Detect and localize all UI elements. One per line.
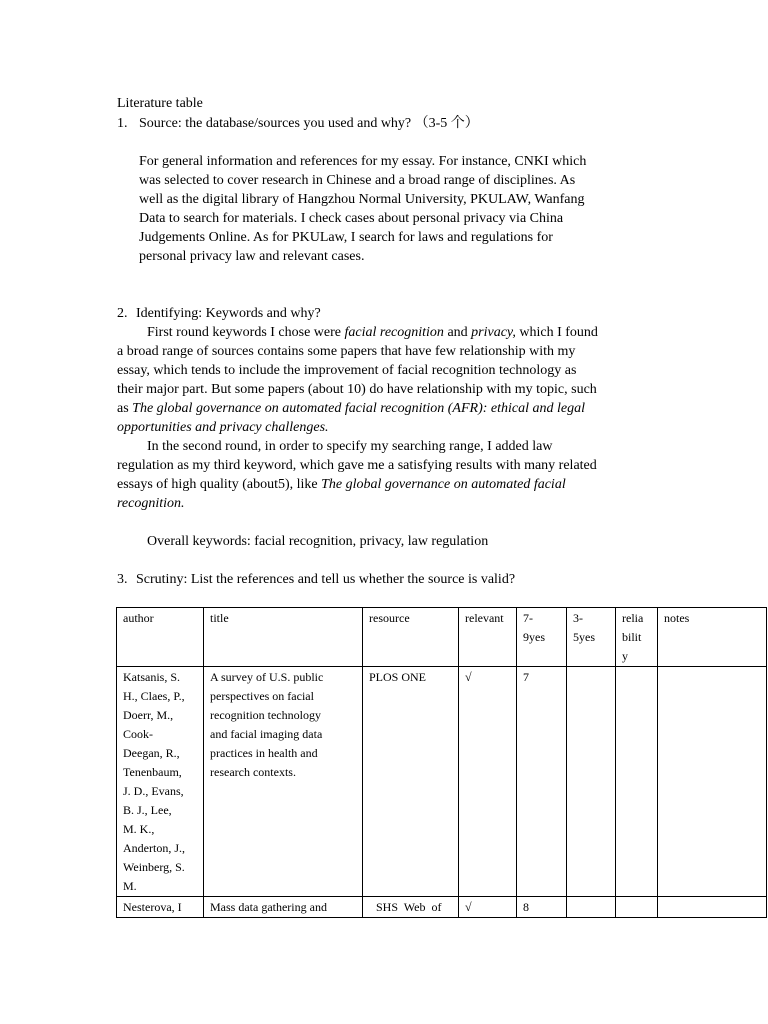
header-notes: notes (658, 608, 767, 667)
author-line: Deegan, R., (123, 746, 180, 760)
header-text: 9yes (523, 630, 545, 644)
cell-7-9yes: 7 (517, 667, 567, 897)
author-line: Katsanis, S. (123, 670, 180, 684)
title-line: and facial imaging data (210, 727, 323, 741)
cell-resource (363, 897, 459, 918)
text-run-italic: facial recognition (344, 325, 444, 340)
header-text: y (622, 649, 628, 663)
section-2-heading (117, 304, 321, 323)
text-run: essays of high quality (about5), like (117, 477, 322, 492)
header-relevant: relevant (459, 608, 517, 667)
author-line: Nesterova, I (123, 900, 182, 914)
paragraph-line (117, 399, 585, 418)
overall-keywords: Overall keywords: facial recognition, privacy, law regulation (147, 534, 489, 549)
author-line: M. (123, 879, 137, 893)
section-1-number: 1. (117, 116, 128, 131)
paragraph-line: In the second round, in order to specify my searching range, I added law (147, 439, 553, 454)
text-run-italic: privacy, (471, 325, 516, 340)
section-3-heading (117, 570, 515, 589)
author-line: Doerr, M., (123, 708, 174, 722)
text-run: and (443, 325, 472, 340)
paragraph-line: essay, which tends to include the improvement of facial recognition technology as (117, 363, 577, 378)
text-run-italic: The global governance on automated facial (321, 477, 566, 492)
resource-text: SHS Web of (376, 900, 442, 914)
title-line: perspectives on facial (210, 689, 314, 703)
header-author: author (117, 608, 204, 667)
title-line: A survey of U.S. public (210, 670, 324, 684)
table-header-row (117, 608, 767, 667)
section-3-number: 3. (117, 572, 128, 587)
author-line: Anderton, J., (123, 841, 185, 855)
author-line: Tenenbaum, (123, 765, 182, 779)
table-row (117, 667, 767, 897)
cell-author (117, 667, 204, 897)
cell-relevant: √ (459, 897, 517, 918)
header-text: bilit (622, 630, 642, 644)
text-run: First round keywords I chose were (147, 325, 345, 340)
paragraph-line: For general information and references for my essay. For instance, CNKI which (139, 154, 587, 169)
cell-7-9yes: 8 (517, 897, 567, 918)
header-resource: resource (363, 608, 459, 667)
author-line: Cook- (123, 727, 153, 741)
cell-3-5yes (567, 667, 616, 897)
paragraph-line: personal privacy law and relevant cases. (139, 249, 365, 264)
paragraph-line: well as the digital library of Hangzhou Normal University, PKULAW, Wanfang (139, 192, 585, 207)
section-3-title: Scrutiny: List the references and tell us whether the source is valid? (136, 572, 516, 587)
section-2-number: 2. (117, 306, 128, 321)
paragraph-line: their major part. But some papers (about 10) do have relationship with my topic, such (117, 382, 597, 397)
section-1-title: Source: the database/sources you used and why? （3-5 个） (139, 116, 479, 131)
paragraph-line: was selected to cover research in Chinese and a broad range of disciplines. As (139, 173, 576, 188)
cell-reliability (616, 667, 658, 897)
document-title: Literature table (117, 96, 203, 111)
author-line: H., Claes, P., (123, 689, 185, 703)
section-1-heading (117, 114, 479, 133)
cell-title (204, 667, 363, 897)
table-row (117, 897, 767, 918)
paragraph-line (147, 323, 598, 342)
paragraph-line: a broad range of sources contains some papers that have few relationship with my (117, 344, 576, 359)
header-text: relia (622, 611, 644, 625)
title-line: recognition technology (210, 708, 321, 722)
cell-resource: PLOS ONE (363, 667, 459, 897)
text-run: as (117, 401, 133, 416)
paragraph-line (117, 475, 566, 494)
paragraph-line: recognition. (117, 496, 185, 511)
cell-reliability (616, 897, 658, 918)
header-7-9yes (517, 608, 567, 667)
paragraph-line: regulation as my third keyword, which gave me a satisfying results with many related (117, 458, 597, 473)
cell-notes (658, 897, 767, 918)
header-text: 7- (523, 611, 533, 625)
header-reliability (616, 608, 658, 667)
text-run-italic: The global governance on automated facial recognition (AFR): ethical and legal (132, 401, 585, 416)
cell-notes (658, 667, 767, 897)
references-table (116, 607, 767, 918)
title-line: research contexts. (210, 765, 296, 779)
text-run: which I found (515, 325, 598, 340)
cell-title (204, 897, 363, 918)
author-line: M. K., (123, 822, 155, 836)
author-line: J. D., Evans, (123, 784, 184, 798)
paragraph-line: opportunities and privacy challenges. (117, 420, 329, 435)
paragraph-line: Data to search for materials. I check cases about personal privacy via China (139, 211, 564, 226)
section-2-title: Identifying: Keywords and why? (136, 306, 321, 321)
title-line: practices in health and (210, 746, 318, 760)
header-text: 3- (573, 611, 583, 625)
cell-3-5yes (567, 897, 616, 918)
paragraph-line: Judgements Online. As for PKULaw, I search for laws and regulations for (139, 230, 553, 245)
header-text: 5yes (573, 630, 595, 644)
author-line: Weinberg, S. (123, 860, 185, 874)
header-title: title (204, 608, 363, 667)
title-line: Mass data gathering and (210, 900, 327, 914)
author-line: B. J., Lee, (123, 803, 172, 817)
cell-author (117, 897, 204, 918)
cell-relevant: √ (459, 667, 517, 897)
header-3-5yes (567, 608, 616, 667)
